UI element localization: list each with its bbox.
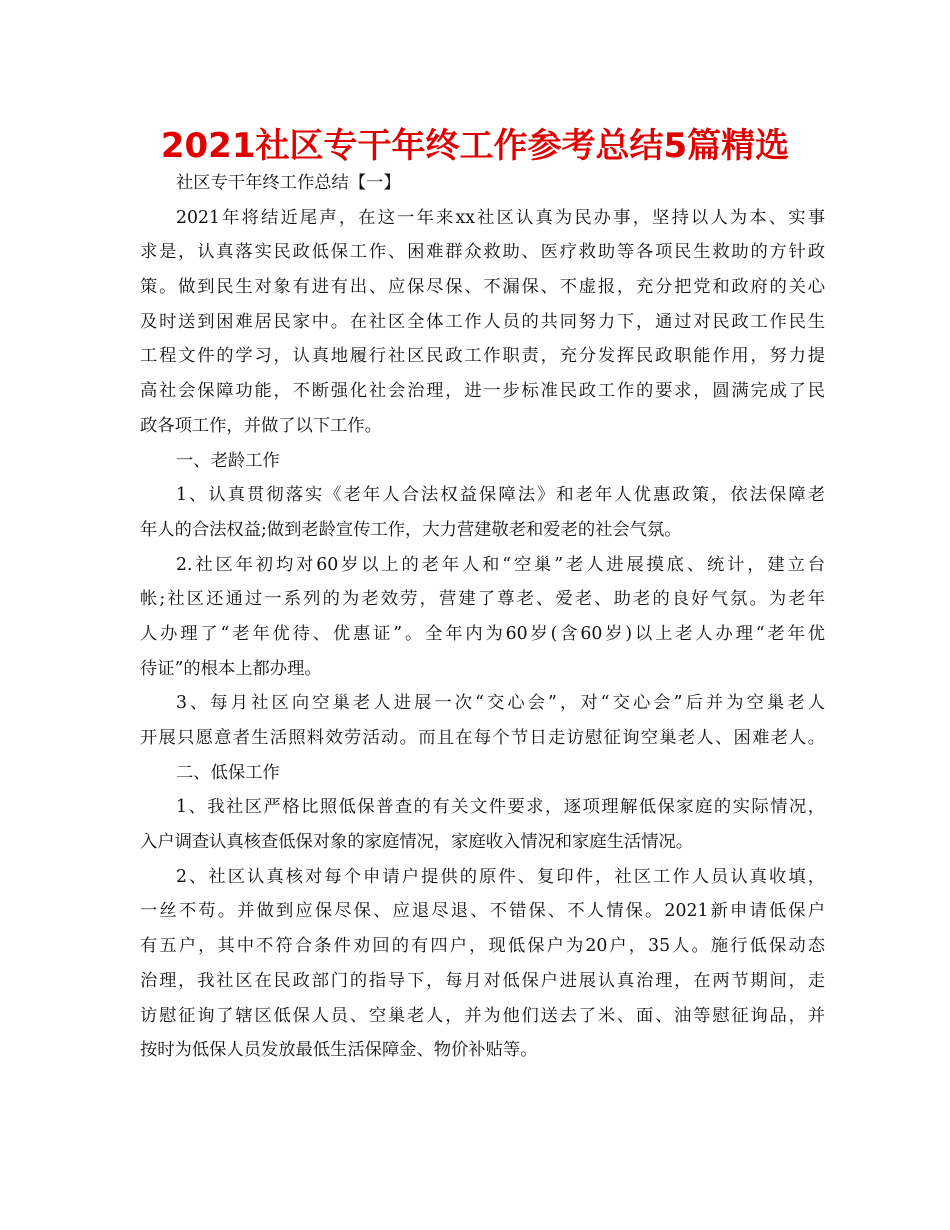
body-text-line: 社区专干年终工作总结【一】 [176, 173, 401, 193]
document-body [140, 166, 825, 1068]
body-text-line: 政各项工作，并做了以下工作。 [140, 415, 382, 436]
body-text-line: 2.社区年初均对60岁以上的老年人和“空巢”老人进展摸底、统计，建立台 [176, 554, 825, 575]
body-text-line: 2021年将结近尾声，在这一年来xx社区认真为民办事，坚持以人为本、实事 [176, 207, 825, 228]
body-text-line: 有五户，其中不符合条件劝回的有四户，现低保户为20户，35人。施行低保动态 [140, 936, 825, 957]
document-title: 2021社区专干年终工作参考总结5篇精选 [160, 126, 790, 166]
body-text-line: 策。做到民生对象有进有出、应保尽保、不漏保、不虚报，充分把党和政府的关心 [140, 277, 825, 298]
body-text-line: 二、低保工作 [176, 762, 280, 783]
body-text-line: 高社会保障功能，不断强化社会治理，进一步标准民政工作的要求，圆满完成了民 [140, 381, 825, 402]
body-text-line: 帐;社区还通过一系列的为老效劳，营建了尊老、爱老、助老的良好气氛。为老年 [140, 589, 825, 610]
body-text-line: 年人的合法权益;做到老龄宣传工作，大力营建敬老和爱老的社会气氛。 [140, 519, 682, 540]
body-text-line: 求是，认真落实民政低保工作、困难群众救助、医疗救助等各项民生救助的方针政 [140, 242, 825, 263]
body-text-line: 待证”的根本上都办理。 [140, 658, 322, 679]
body-text-line: 2、社区认真核对每个申请户提供的原件、复印件，社区工作人员认真收填， [176, 866, 825, 887]
body-text-line: 工程文件的学习，认真地履行社区民政工作职责，充分发挥民政职能作用，努力提 [140, 346, 825, 367]
body-text-line: 人办理了“老年优待、优惠证”。全年内为60岁(含60岁)以上老人办理“老年优 [140, 623, 825, 644]
body-text-line: 治理，我社区在民政部门的指导下，每月对低保户进展认真治理，在两节期间，走 [140, 970, 825, 991]
body-text-line: 一、老龄工作 [176, 450, 280, 471]
body-text-line: 及时送到困难居民家中。在社区全体工作人员的共同努力下，通过对民政工作民生 [140, 311, 825, 332]
body-text-line: 访慰征询了辖区低保人员、空巢老人，并为他们送去了米、面、油等慰征询品，并 [140, 1005, 825, 1026]
body-text-line: 1、我社区严格比照低保普查的有关文件要求，逐项理解低保家庭的实际情况， [176, 797, 825, 818]
body-text-line: 一丝不苟。并做到应保尽保、应退尽退、不错保、不人情保。2021新申请低保户 [140, 901, 825, 922]
body-text-line: 入户调查认真核查低保对象的家庭情况，家庭收入情况和家庭生活情况。 [140, 832, 694, 853]
body-text-line: 按时为低保人员发放最低生活保障金、物价补贴等。 [140, 1040, 538, 1061]
body-text-line: 1、认真贯彻落实《老年人合法权益保障法》和老年人优惠政策，依法保障老 [176, 485, 825, 506]
body-text-line: 3、每月社区向空巢老人进展一次“交心会”，对“交心会”后并为空巢老人 [176, 693, 825, 714]
body-text-line: 开展只愿意者生活照料效劳活动。而且在每个节日走访慰征询空巢老人、困难老人。 [140, 728, 825, 748]
